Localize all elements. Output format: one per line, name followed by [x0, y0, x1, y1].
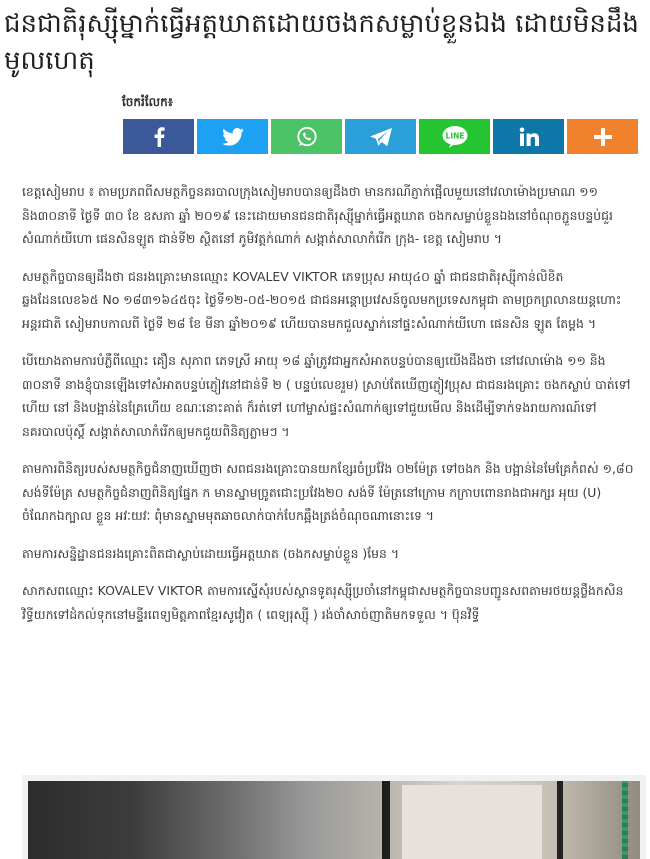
- article-paragraph: តាមការពិនិត្យរបស់សមត្ថកិច្ចជំនាញឃើញថា សពជនរងគ្រោះបានយកខ្សែរចំប្រវ៉ែង ០២ម៉ែត្រ ទៅចងក និង បង្អាន់នៃមែគ្រែកំពស់ ១,៨០ សង់ទីម៉ែត្រ សមត្ថកិច្ចជំនាញពិនិត្យផ្នែក ក មានស្នាមច្រូតជោះប្រវែង២០ សង់ទី ម៉ែត្រនៅក្រោម កក្រាបពោនរាងជាអក្សរ អុយ (U) ចំណែកឯក្បាល ខ្លួន អវៈយវៈ ពុំមានស្នាមមុតឆាចលាក់បាក់បែកឆ្អឹងត្រង់ចំណុចណានោះទេ ។: [22, 461, 634, 523]
- whatsapp-icon: [296, 126, 318, 148]
- line-icon: [441, 125, 469, 149]
- article-title: ជនជាតិរុស្ស៊ីម្នាក់ធ្វើអត្តឃាតដោយចងកសម្លាប់ខ្លួនឯង ដោយមិនដឹងមូលហេតុ: [4, 9, 639, 76]
- facebook-icon: [152, 127, 166, 147]
- article-photo: [22, 775, 646, 859]
- telegram-share-button[interactable]: [345, 119, 416, 154]
- linkedin-share-button[interactable]: [493, 119, 564, 154]
- plus-icon: [594, 128, 612, 146]
- svg-text:LINE: LINE: [445, 131, 464, 140]
- whatsapp-share-button[interactable]: [271, 119, 342, 154]
- twitter-share-button[interactable]: [197, 119, 268, 154]
- article-paragraph: បើយោងតាមការបំភ្លឺពីឈ្មោះ គឿន សុភាព ភេទស្រី អាយុ ១៨ ឆ្នាំត្រូវជាអ្នកសំអាតបន្ទប់បានឲ្យយើងដឹងថា នៅវេលាម៉ោង ១១ និង ៣០នាទី នាងខ្ញុំបានឡើងទៅសំអាតបន្ទប់ភ្ញៀវនៅជាន់ទី ២ ( បន្ទប់លេខរួម) ស្រាប់តែឃើញភ្ញៀវប្រុស ជាជនរងគ្រោះ ចងកស្លាប់ បាត់ទៅហើយ នៅ និងបង្អាន់នៃគ្រែហើយ ខណៈនោះគាត់ ក៏រត់ទៅ ហៅម្ចាស់ផ្ទះសំណាក់ឲ្យទៅជួយមើល និងដើម្បីទាក់ទងរាយការណ៍ទៅនគរបាលប៉ុស្តិ៍ សង្កាត់សាលាកំរើកឲ្យមកជួយពិនិត្យភ្លាមៗ ។: [22, 353, 631, 439]
- line-share-button[interactable]: [419, 119, 490, 154]
- article-body: [22, 180, 638, 640]
- article-paragraph: ខេត្តសៀមរាប ៖ តាមប្រភពពីសមត្ថកិច្ចនគរបាលក្រុងសៀមរាបបានឲ្យដឹងថា មានករណីភ្ញាក់ផ្អើលមួយនៅវេលាម៉ោងប្រមាណ ១១ និង៣០នាទី ថ្ងៃទី ៣០ ខែ ឧសភា ឆ្នាំ ២០១៩ នេះដោយមានជនជាតិរុស្ស៊ីម្នាក់ធ្វើអត្តឃាត ចងកសម្លាប់ខ្លួនឯងនៅចំណុចភ្ជួនបន្ទប់ជួរ សំណាក់យីហោ ផេនសិនឡូត ជាន់ទី២ ស្ថិតនៅ ភូមិវត្តក់ណាក់ សង្កាត់សាលាកំរើក ក្រុង- ខេត្ត សៀមរាប ។: [22, 184, 613, 246]
- more-share-button[interactable]: [567, 119, 638, 154]
- article-paragraph: សាកសពឈ្មោះ KOVALEV VIKTOR តាមការស្នើសុំរបស់ស្ថានទូតរុស្ស៊ីប្រចាំនៅកម្ពុជាសមត្ថកិច្ចបានបញ្ជូនសពតាមរថយន្តថ្លឹងកសិន វិទ្ធីយកទៅដំកល់ទុកនៅមន្ទីរពេទ្យមិត្តភាពខ្មែរសូវៀត ( ពេទ្យរុស្ស៊ី ) រង់ចាំសាច់ញាតិមកទទួល ។ ប៊ុនវិទ្ធី: [22, 583, 624, 622]
- share-bar: [123, 119, 638, 154]
- telegram-icon: [369, 127, 393, 147]
- linkedin-icon: [519, 127, 539, 147]
- article-paragraph: តាមការសន្និដ្ឋានជនរងគ្រោះពិតជាស្លាប់ដោយធ្វើអត្តឃាត (ចងកសម្លាប់ខ្លួន )មែន ។: [22, 545, 399, 561]
- facebook-share-button[interactable]: [123, 119, 194, 154]
- photo-frame: [22, 775, 646, 859]
- twitter-icon: [222, 128, 244, 146]
- article-paragraph: សមត្ថកិច្ចបានឲ្យដឹងថា ជនរងគ្រោះមានឈ្មោះ KOVALEV VIKTOR ភេទប្រុស អាយុ៤០ ឆ្នាំ ជាជនជាតិរុស្ស៊ីកាន់លិខិតឆ្លងដែនលេខ៦៥ No ១៨៣១៦៤៥ចុះ ថ្ងៃទី១២-០៥-២០១៥ ជាជនអន្តោប្រវេសន៍ចូលមកប្រទេសកម្ពុជា តាមច្រកព្រលានយន្តហោះអន្តរជាតិ សៀមរាបកាលពី ថ្ងៃទី ២៨ ខែ មីនា ឆ្នាំ២០១៩ ហើយបានមកជួលស្នាក់នៅផ្ទះសំណាក់យីហោ ផេនសិន ឡូត តែម្តង ។: [22, 268, 622, 331]
- share-label: ចែករំលែក៖: [122, 95, 173, 109]
